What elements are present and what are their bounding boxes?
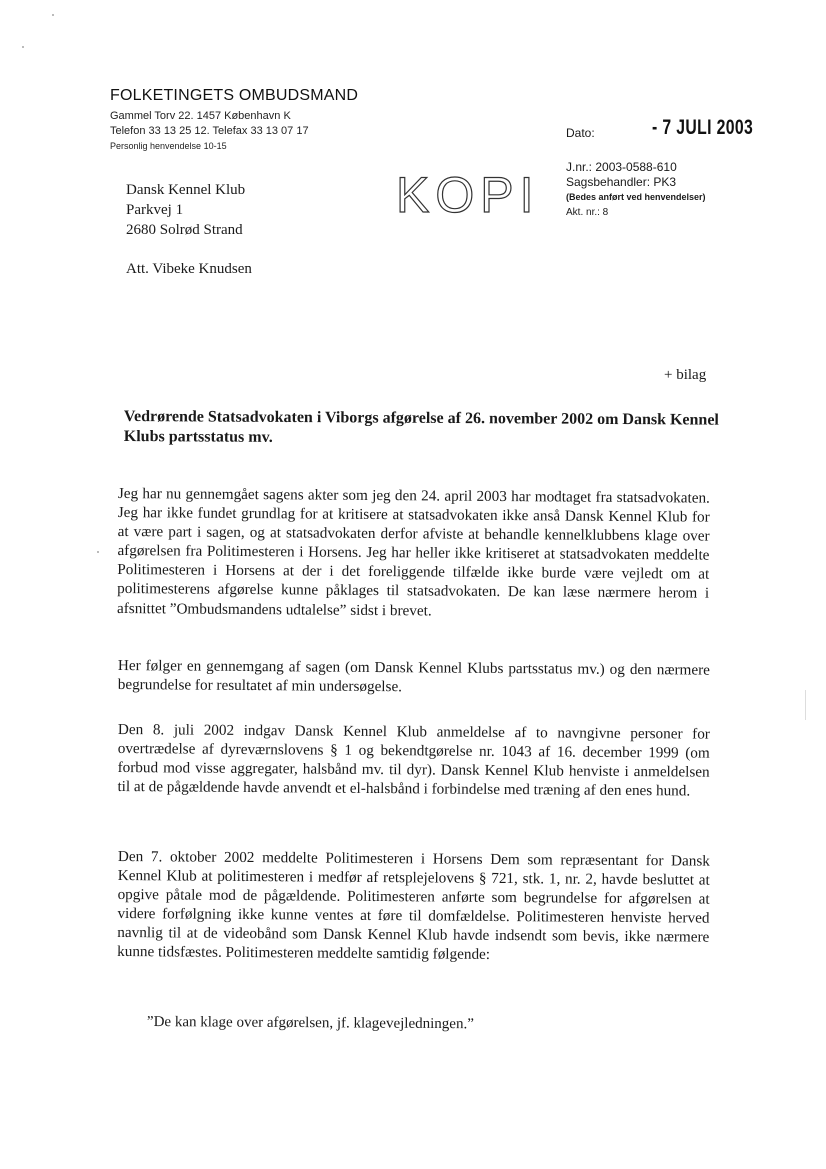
recipient-city: 2680 Solrød Strand — [126, 222, 243, 238]
letterhead-phone: Telefon 33 13 25 12. Telefax 33 13 07 17 — [110, 125, 309, 137]
enclosure-note: + bilag — [664, 367, 707, 383]
recipient-attention: Att. Vibeke Knudsen — [126, 261, 252, 277]
recipient-street: Parkvej 1 — [126, 202, 184, 218]
letterhead-hours: Personlig henvendelse 10-15 — [110, 141, 227, 151]
body-paragraph-1: Jeg har nu gennemgået sagens akter som jeg den 24. april 2003 har modtaget fra statsadvokaten. Jeg har ikke fundet grundlag for at kritisere at statsadvokaten ikke anså Dansk Kennel Klub for at være part i sagen, og at statsadvokaten derfor afviste at behandle kennelklubbens klage over afgørelsen fra Politimesteren i Horsens. Jeg har heller ikke kritiseret at statsadvokaten meddelte Politimesteren i Horsens at der i det foreliggende tilfælde ikke burde være vejledt om at politimesterens afgørelse kunne påklages til statsadvokaten. De kan læse nærmere herom i afsnittet ”Ombudsmandens udtalelse” sidst i brevet. — [116, 484, 710, 620]
case-number: J.nr.: 2003-0588-610 — [566, 160, 677, 174]
body-paragraph-3: Den 8. juli 2002 indgav Dansk Kennel Klub anmeldelse af to navngivne personer for overtrædelse af dyreværnslovens § 1 og bekendtgørelse nr. 1043 af 16. december 1999 (om forbud mod visse aggregater, halsbånd mv. til dyr). Dansk Kennel Klub henviste i anmeldelsen til at de pågældende havde anvendt et el-halsbånd i forbindelse med træning af den enes hund. — [117, 720, 710, 800]
case-handler: Sagsbehandler: PK3 — [566, 175, 677, 189]
scan-speck — [22, 46, 24, 48]
case-handler-note: (Bedes anført ved henvendelser) — [566, 192, 706, 202]
document-number: Akt. nr.: 8 — [566, 207, 609, 218]
body-paragraph-2: Her følger en gennemgang af sagen (om Dansk Kennel Klubs partsstatus mv.) og den nærmere begrundelse for resultatet af min undersøgelse. — [117, 656, 710, 696]
quoted-statement: ”De kan klage over afgørelsen, jf. klagevejledningen.” — [146, 1014, 474, 1033]
copy-stamp: KOPI — [396, 167, 540, 223]
letter-subject: Vedrørende Statsadvokaten i Viborgs afgørelse af 26. november 2002 om Dansk Kennel Klubs partsstatus mv. — [123, 407, 719, 446]
scan-speck — [805, 690, 806, 720]
recipient-name: Dansk Kennel Klub — [126, 182, 246, 198]
letterhead-address: Gammel Torv 22. 1457 København K — [110, 110, 291, 122]
date-stamp: - 7 JULI 2003 — [652, 116, 754, 139]
scan-speck — [52, 14, 54, 16]
date-label: Dato: — [566, 126, 595, 140]
body-paragraph-4: Den 7. oktober 2002 meddelte Politimesteren i Horsens Dem som repræsentant for Dansk Kennel Klub at politimesteren i medfør af retsplejelovens § 721, stk. 1, nr. 2, havde besluttet at opgive påtale mod de pågældende. Politimesteren anførte som begrundelse for afgørelsen at videre forfølgning ikke kunne ventes at føre til domfældelse. Politimesteren henviste herved navnlig til at de videobånd som Dansk Kennel Klub havde indsendt som bevis, ikke nærmere kunne tidsfæstes. Politimesteren meddelte samtidig følgende: — [117, 847, 710, 964]
scan-speck — [97, 551, 99, 553]
letterhead-name: FOLKETINGETS OMBUDSMAND — [110, 87, 359, 104]
